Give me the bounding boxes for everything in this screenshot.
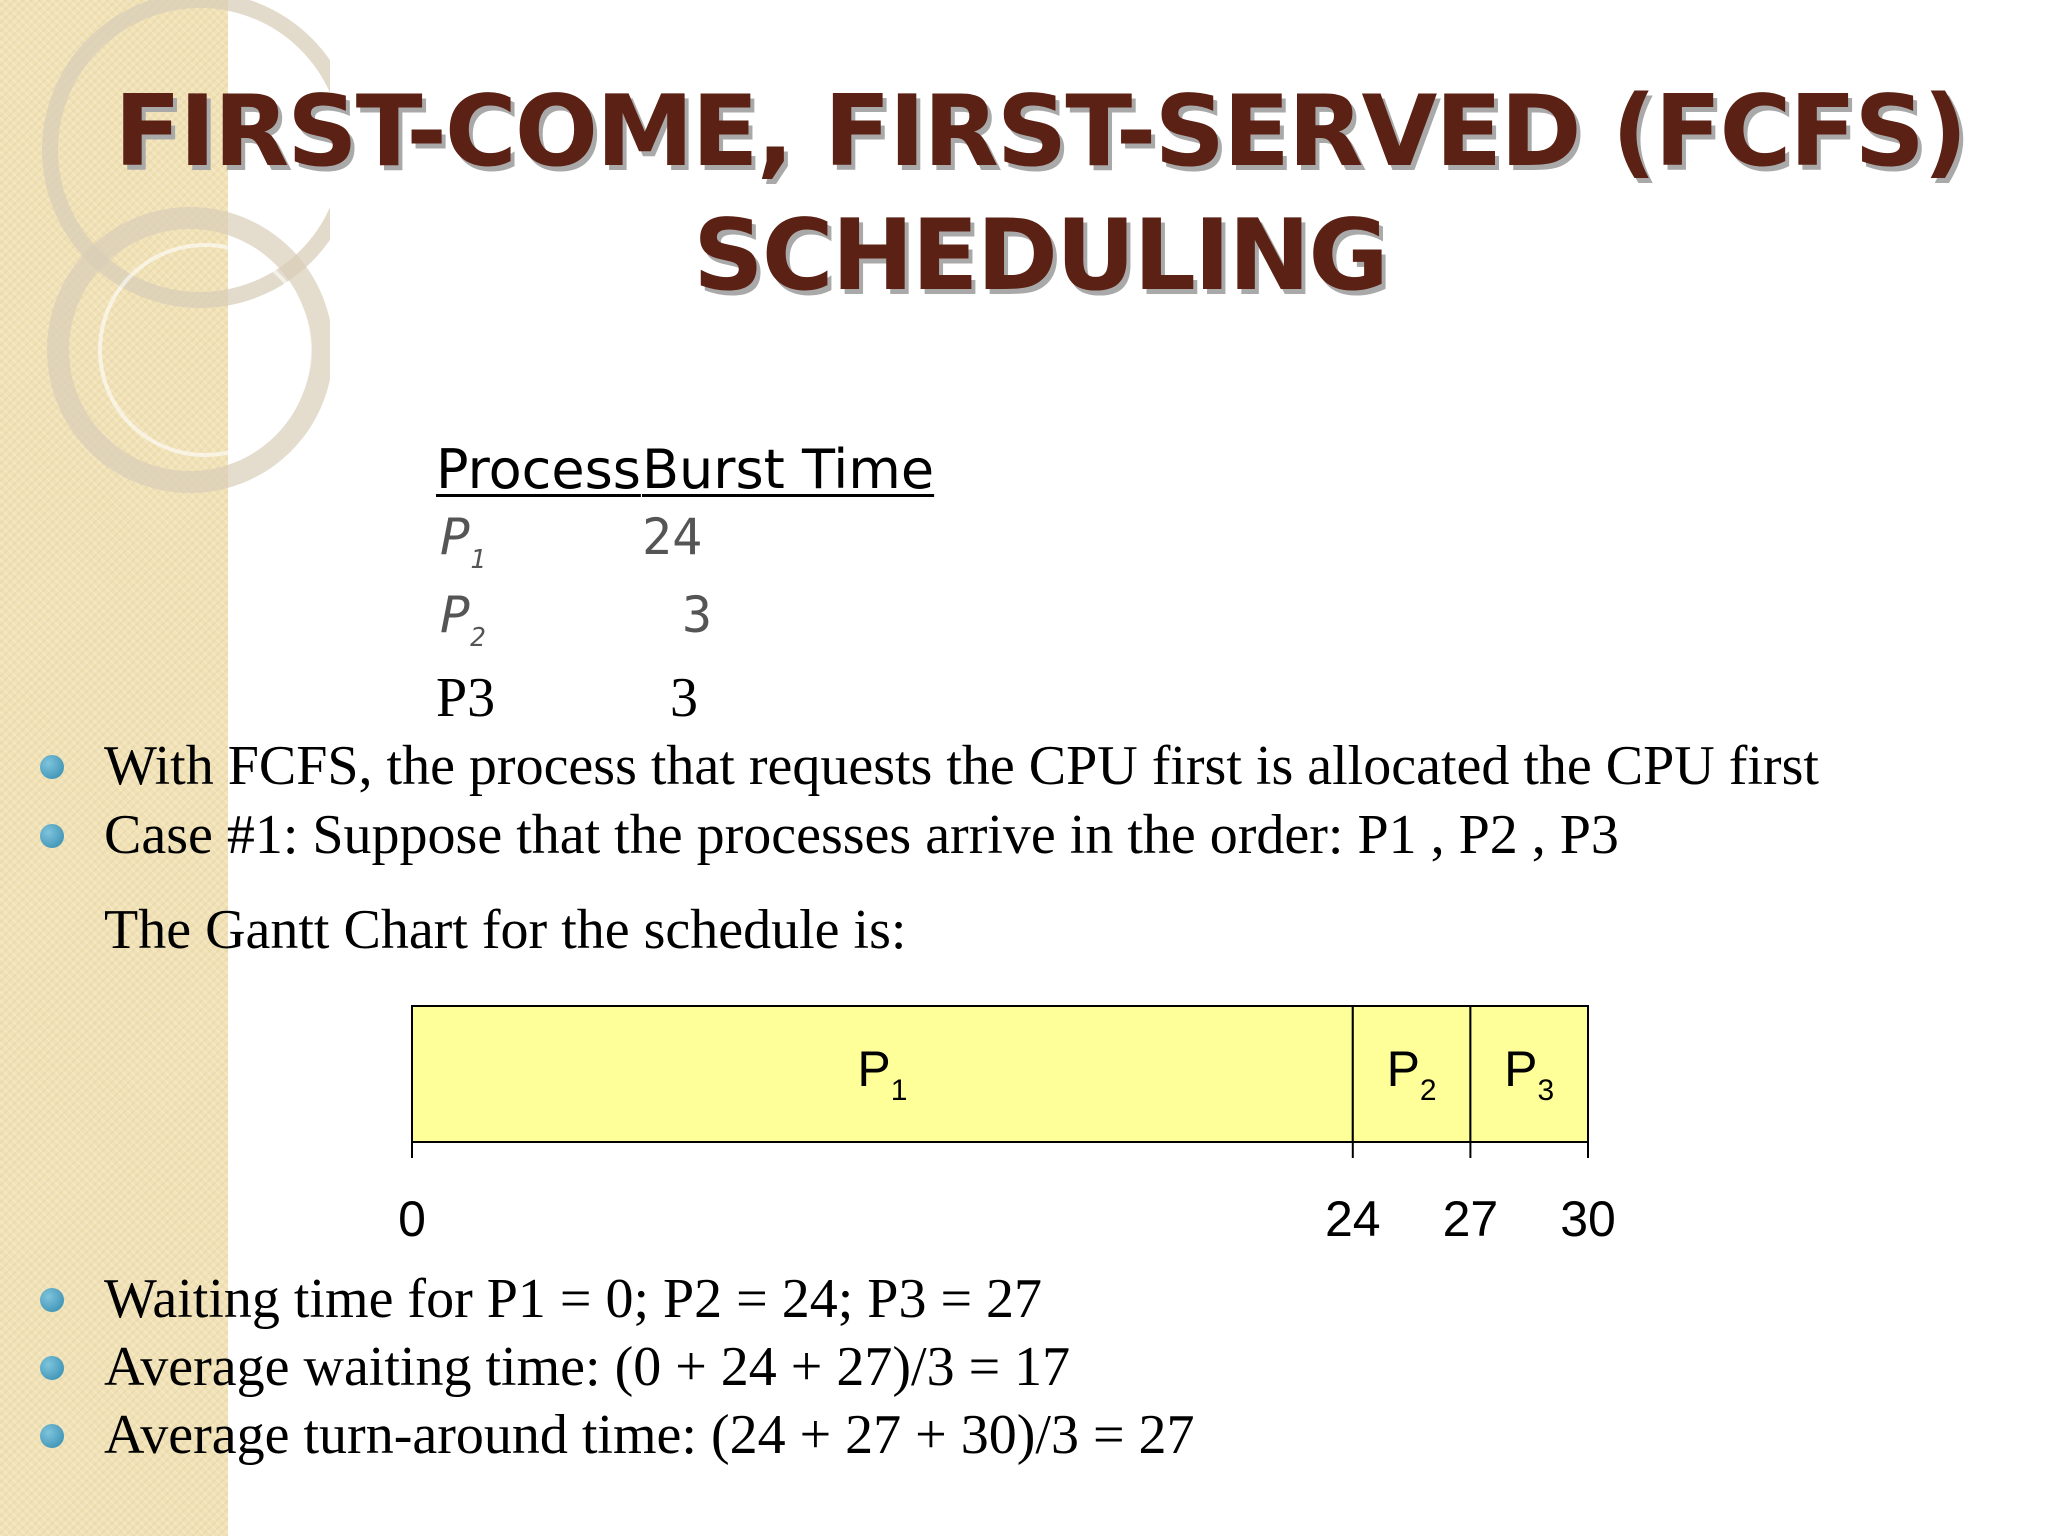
gantt-tick-label: 0	[398, 1191, 426, 1247]
table-cell-burst: 24	[642, 508, 703, 566]
gantt-tick-label: 30	[1560, 1191, 1616, 1247]
gantt-bar-label: $P_3$	[1504, 1041, 1555, 1107]
table-cell-process: P3	[436, 667, 496, 729]
table-cell-process: $P_2$	[440, 586, 486, 653]
gantt-bar-label: $P_2$	[1386, 1041, 1437, 1107]
table-header-process: Process	[436, 438, 641, 501]
gantt-bar-label: $P_1$	[857, 1041, 908, 1107]
title-line-2: SCHEDULING	[693, 199, 1387, 313]
gantt-tick-label: 27	[1442, 1191, 1499, 1247]
gantt-tick-label: 24	[1324, 1191, 1381, 1247]
bullet-icon	[40, 1424, 64, 1448]
table-cell-burst: 3	[670, 667, 698, 729]
bullet-icon	[40, 1356, 64, 1380]
gantt-intro-text: The Gantt Chart for the schedule is:	[104, 899, 907, 961]
title-line-1: FIRST-COME, FIRST-SERVED (FCFS)	[114, 75, 1966, 189]
table-header-burst: Burst Time	[642, 438, 935, 501]
table-cell-process: $P_1$	[440, 508, 486, 575]
bullet-icon	[40, 1288, 64, 1312]
table-cell-burst: 3	[682, 586, 713, 644]
